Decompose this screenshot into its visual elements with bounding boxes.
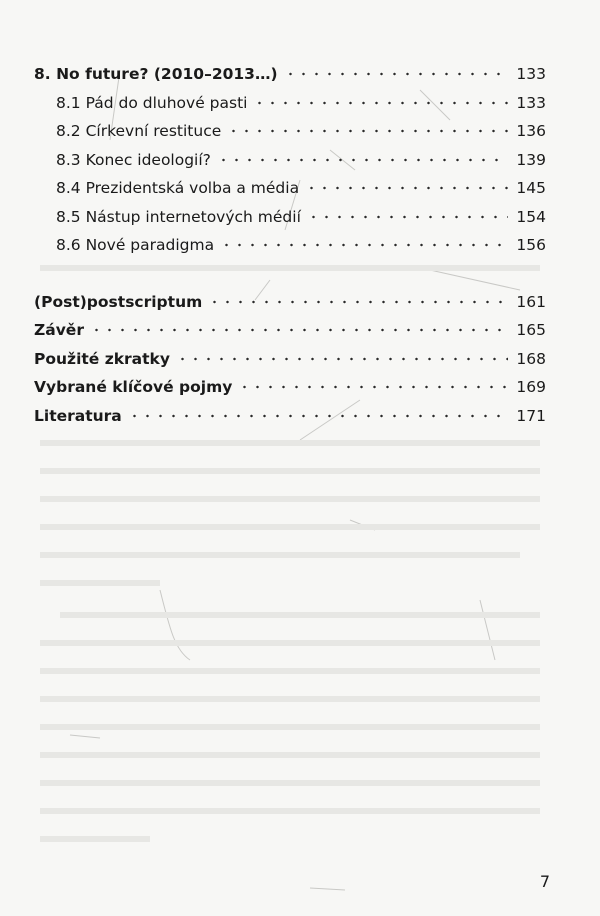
toc-entry-page: 168 <box>516 349 546 368</box>
dot-leader <box>176 357 508 361</box>
toc-entry-page: 169 <box>516 378 546 396</box>
toc-chapter-entry <box>34 60 546 89</box>
dot-leader <box>217 158 509 162</box>
dot-leader <box>284 72 509 76</box>
page-number: 7 <box>539 872 550 891</box>
dot-leader <box>90 328 508 332</box>
toc-section-entry <box>34 146 546 175</box>
dot-leader <box>238 385 508 389</box>
toc-entry-page: 171 <box>516 406 546 425</box>
dot-leader <box>305 186 508 190</box>
toc-entry-title: 8.5 Nástup internetových médií <box>56 207 301 226</box>
toc-entry-page: 154 <box>516 207 546 226</box>
toc-entry-page: 156 <box>516 236 546 254</box>
toc-section-entry <box>34 174 546 203</box>
toc-entry-title: Závěr <box>34 321 84 339</box>
toc-entry-page: 133 <box>516 93 546 112</box>
toc-section-entry <box>34 203 546 232</box>
toc-backmatter-entry <box>34 288 546 317</box>
dot-leader <box>128 414 509 418</box>
toc-section-entry <box>34 231 546 260</box>
toc-entry-title: Literatura <box>34 406 122 425</box>
toc-entry-page: 165 <box>516 321 546 339</box>
dot-leader <box>307 215 509 219</box>
toc-entry-page: 161 <box>516 292 546 311</box>
dot-leader <box>253 101 508 105</box>
toc-entry-title: 8. No future? (2010–2013…) <box>34 65 278 83</box>
dot-leader <box>220 243 508 247</box>
toc-entry-title: 8.2 Církevní restituce <box>56 122 222 140</box>
toc-entry-title: 8.4 Prezidentská volba a média <box>56 179 300 197</box>
toc-backmatter-entry <box>34 316 546 345</box>
toc-entry-title: Vybrané klíčové pojmy <box>34 378 233 396</box>
toc-entry-page: 145 <box>516 179 546 197</box>
toc-section-entry <box>34 117 546 146</box>
toc-backmatter-entry <box>34 345 546 374</box>
toc-entry-title: 8.1 Pád do dluhové pasti <box>56 93 248 112</box>
toc-backmatter-entry <box>34 373 546 402</box>
dot-leader <box>208 300 508 304</box>
toc-section-entry <box>34 89 546 118</box>
toc-entry-page: 136 <box>516 122 546 140</box>
toc-entry-title: 8.6 Nové paradigma <box>56 236 215 254</box>
toc-backmatter-entry <box>34 402 546 431</box>
section-gap <box>34 260 546 288</box>
table-of-contents <box>34 60 546 430</box>
toc-entry-page: 139 <box>516 150 546 169</box>
toc-entry-page: 133 <box>516 65 546 83</box>
dot-leader <box>227 129 508 133</box>
toc-entry-title: (Post)postscriptum <box>34 292 203 311</box>
toc-entry-title: 8.3 Konec ideologií? <box>56 150 211 169</box>
toc-entry-title: Použité zkratky <box>34 349 170 368</box>
